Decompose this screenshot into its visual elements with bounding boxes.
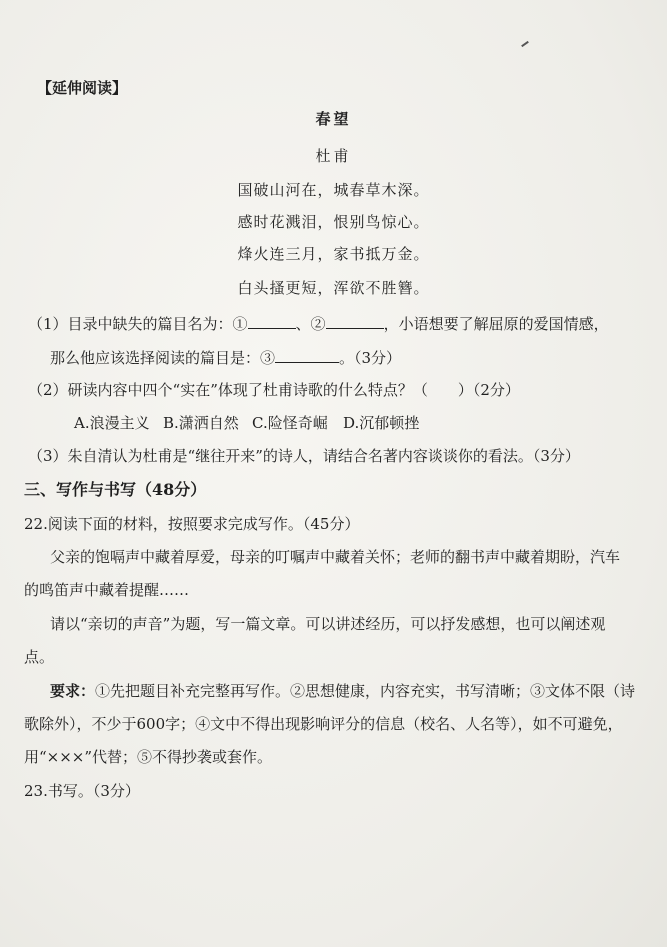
poem-title: 春望: [315, 110, 352, 128]
q22-material-line1: 父亲的饱嗝声中藏着厚爱，母亲的叮嘱声中藏着关怀；老师的翻书声中藏着期盼，汽车: [50, 548, 621, 566]
q22-title: 22.阅读下面的材料，按照要求完成写作。（45分）: [24, 515, 360, 533]
section-tag: 【延伸阅读】: [37, 79, 128, 97]
q2-option-a[interactable]: A.浪漫主义: [74, 414, 150, 432]
q22-requirements-line1: [50, 681, 635, 701]
section3-heading: 三、写作与书写（48分）: [24, 480, 207, 499]
q2-option-b[interactable]: B.潇洒自然: [163, 414, 239, 432]
q22-req-label: 要求：: [50, 682, 96, 700]
q22-req-text1: ①先把题目补充完整再写作。②思想健康，内容充实，书写清晰；③文体不限（诗: [95, 682, 636, 700]
q2-question: （2）研读内容中四个“实在”体现了杜甫诗歌的什么特点？（ ）（2分）: [28, 381, 520, 399]
q2-option-d[interactable]: D.沉郁顿挫: [343, 414, 420, 432]
poem-line: 感时花溅泪，恨别鸟惊心。: [237, 213, 430, 231]
q22-requirements-line2: 歌除外），不少于600字；④文中不得出现影响评分的信息（校名、人名等），如不可避免，: [24, 715, 623, 733]
q22-material-line2: 的鸣笛声中藏着提醒……: [24, 581, 190, 599]
q22-prompt-line2: 点。: [24, 648, 55, 666]
q22-requirements-line3: 用“×××”代替；⑤不得抄袭或套作。: [24, 748, 273, 766]
poem-line: 国破山河在，城春草木深。: [237, 181, 430, 199]
answer-blank-1[interactable]: [248, 314, 296, 329]
q1-line2-prefix: 那么他应该选择阅读的篇目是：③: [50, 349, 276, 367]
poem-line: 白头搔更短，浑欲不胜簪。: [237, 279, 430, 297]
pen-mark: [521, 41, 529, 47]
answer-blank-2[interactable]: [326, 314, 384, 329]
q22-prompt-line1: 请以“亲切的声音”为题，写一篇文章。可以讲述经历，可以抒发感想，也可以阐述观: [50, 615, 606, 633]
q23-title: 23.书写。（3分）: [24, 782, 140, 800]
q1-line1: [28, 314, 609, 334]
q3-question: （3）朱自清认为杜甫是“继往开来”的诗人，请结合名著内容谈谈你的看法。（3分）: [28, 447, 580, 465]
q1-line2-suffix: 。（3分）: [339, 349, 402, 367]
q1-line2: [50, 348, 401, 368]
q1-part2: ，小语想要了解屈原的爱国情感，: [383, 315, 609, 333]
q2-option-c[interactable]: C.险怪奇崛: [252, 414, 328, 432]
q1-sep: 、②: [295, 315, 326, 333]
q1-part1: （1）目录中缺失的篇目名为：①: [28, 315, 248, 333]
answer-blank-3[interactable]: [275, 348, 339, 363]
poem-line: 烽火连三月，家书抵万金。: [237, 245, 430, 263]
poem-author: 杜甫: [315, 147, 352, 165]
